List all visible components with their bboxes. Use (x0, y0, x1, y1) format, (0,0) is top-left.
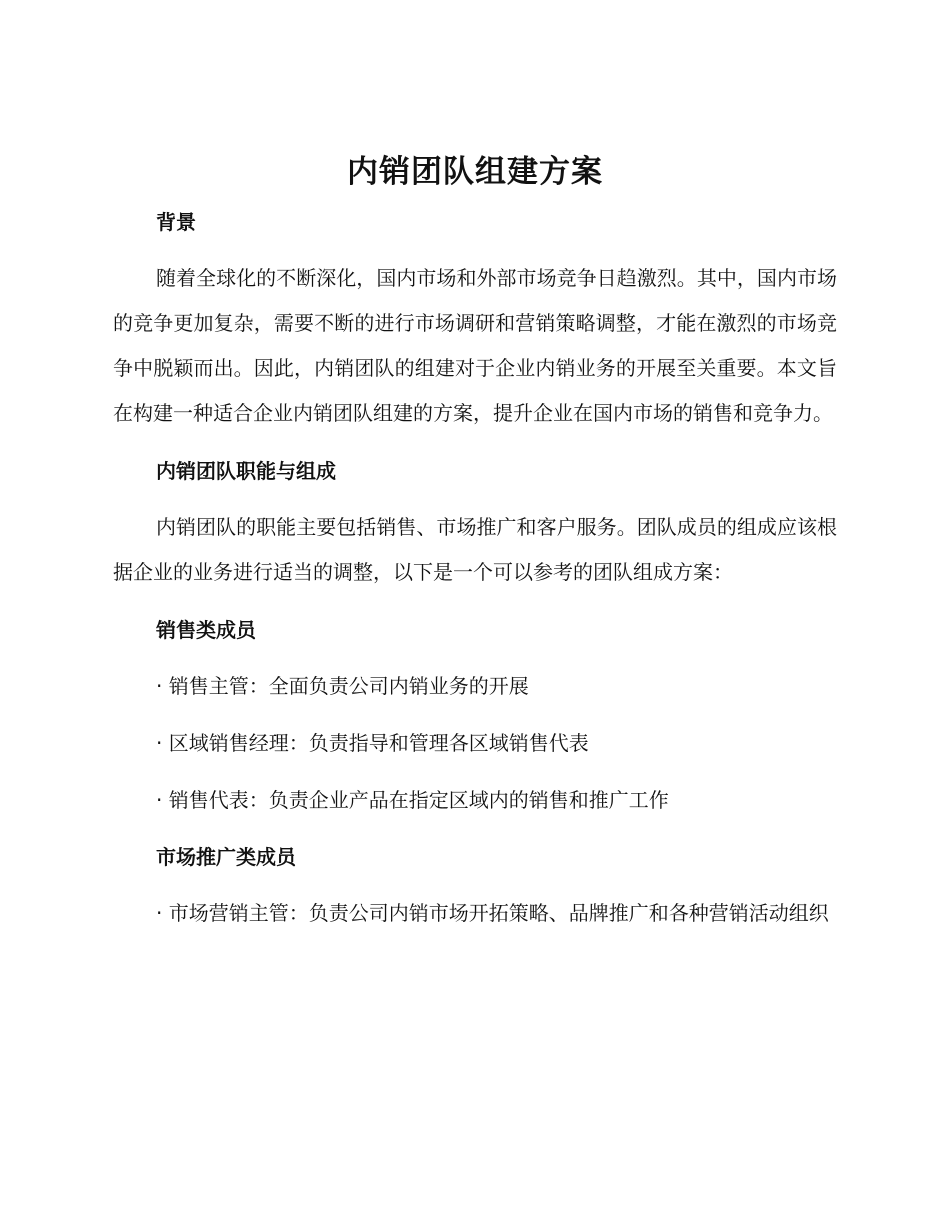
section-heading-sales: 销售类成员 (156, 618, 256, 642)
functions-paragraph: 内销团队的职能主要包括销售、市场推广和客户服务。团队成员的组成应该根据企业的业务进行适当的调整，以下是一个可以参考的团队组成方案： (113, 515, 837, 584)
list-item: · 销售主管：全面负责公司内销业务的开展 (156, 674, 529, 698)
list-item: · 销售代表：负责企业产品在指定区域内的销售和推广工作 (156, 788, 669, 812)
background-paragraph: 随着全球化的不断深化，国内市场和外部市场竞争日趋激烈。其中，国内市场的竞争更加复杂，需要不断的进行市场调研和营销策略调整，才能在激烈的市场竞争中脱颖而出。因此，内销团队的组建对于企业内销业务的开展至关重要。本文旨在构建一种适合企业内销团队组建的方案，提升企业在国内市场的销售和竞争力。 (113, 266, 837, 425)
section-heading-background: 背景 (156, 210, 196, 234)
document-body (113, 200, 837, 936)
list-item: · 区域销售经理：负责指导和管理各区域销售代表 (156, 731, 589, 755)
section-heading-functions: 内销团队职能与组成 (156, 459, 336, 483)
section-heading-marketing: 市场推广类成员 (156, 845, 296, 869)
document-title: 内销团队组建方案 (347, 154, 603, 190)
list-item: · 市场营销主管：负责公司内销市场开拓策略、品牌推广和各种营销活动组织 (156, 901, 829, 925)
